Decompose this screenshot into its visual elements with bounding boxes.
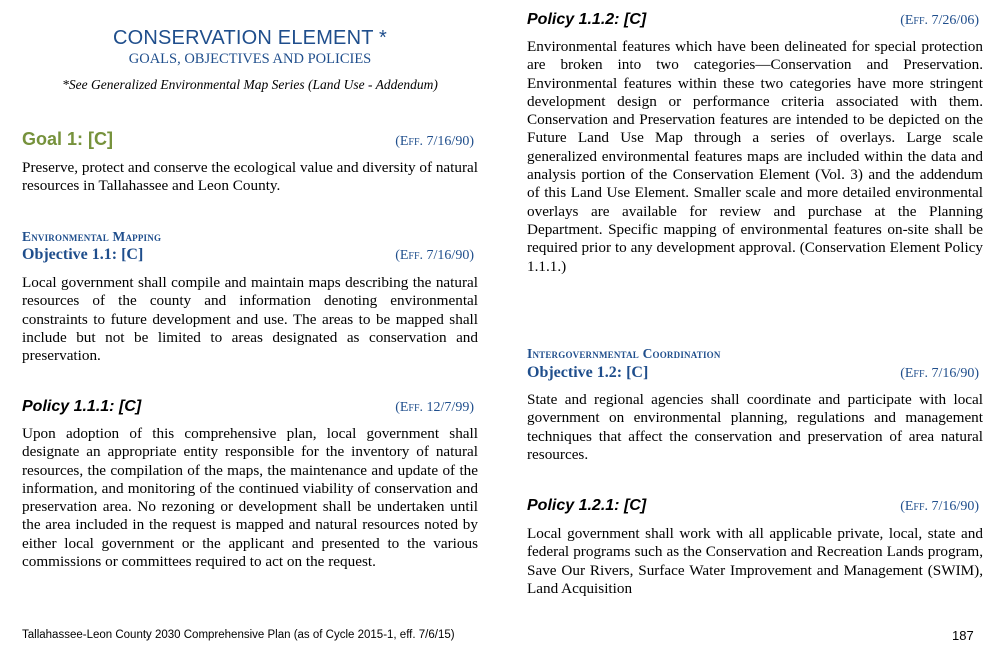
policy-label: Policy 1.1.2: [C] [527, 11, 647, 28]
effective-date: (Eff. 12/7/99) [395, 400, 474, 415]
policy-label: Policy 1.2.1: [C] [527, 497, 647, 514]
effective-date: (Eff. 7/16/90) [395, 248, 474, 263]
policy-1-1-2-heading [527, 11, 983, 29]
objective-label: Objective 1.1: [C] [22, 246, 144, 263]
section-heading-intergovernmental-coordination: Intergovernmental Coordination [527, 346, 721, 361]
document-title: CONSERVATION ELEMENT * [112, 27, 388, 49]
policy-1-1-1-heading [22, 398, 478, 416]
goal-1-text: Preserve, protect and conserve the ecological value and diversity of natural resources in Tallahassee and Leon County. [22, 159, 478, 195]
effective-date: (Eff. 7/16/90) [395, 134, 474, 149]
footer-plan-title: Tallahassee-Leon County 2030 Comprehensive Plan (as of Cycle 2015-1, eff. 7/6/15) [22, 629, 455, 641]
policy-1-1-2-text: Environmental features which have been delineated for special protection are broken into two categories—Conservation and Preservation. Environmental features within these two categories have more stringent development design or performance criteria associated with them. Conservation and Preservation features are intended to be depicted on the Future Land Use Map through a series of overlays. Large scale generalized environmental features maps are included within the data and analysis portion of the Conservation Element (Vol. 3) and the addendum of this Land Use Element. Smaller scale and more detailed environmental overlays are available for review and purchase at the Planning Department. Specific mapping of environmental features on-site shall be required prior to any development approval. (Conservation Element Policy 1.1.1.) [527, 38, 983, 275]
map-series-note: *See Generalized Environmental Map Series (Land Use - Addendum) [62, 77, 438, 92]
policy-1-2-1-text: Local government shall work with all applicable private, local, state and federal programs such as the Conservation and Recreation Lands program, Save Our Rivers, Surface Water Improvement and Management (SWIM), Land Acquisition [527, 525, 983, 597]
policy-label: Policy 1.1.1: [C] [22, 398, 142, 415]
objective-1-1-heading [22, 246, 478, 264]
objective-label: Objective 1.2: [C] [527, 364, 649, 381]
objective-1-2-text: State and regional agencies shall coordinate and participate with local government on environmental planning, regulations and management techniques that affect the conservation and preservation of area natural resources. [527, 391, 983, 463]
objective-1-2-heading [527, 364, 983, 382]
policy-1-1-1-text: Upon adoption of this comprehensive plan, local government shall designate an appropriate entity responsible for the inventory of natural resources, the compilation of the maps, the maintenance and update of the information, and monitoring of the continued viability of conservation and preservation area. No rezoning or development shall be undertaken until the area included in the request is mapped and natural resources noted by either local government or the applicant and presented to the various commissions or committees required to act on the request. [22, 425, 478, 571]
effective-date: (Eff. 7/26/06) [900, 13, 979, 28]
objective-1-1-text: Local government shall compile and maintain maps describing the natural resources of the county and information denoting environmental constraints to future development and use. The areas to be mapped shall include but not be limited to areas designated as conservation and preservation. [22, 274, 478, 365]
document-subtitle: GOALS, OBJECTIVES AND POLICIES [128, 51, 372, 67]
effective-date: (Eff. 7/16/90) [900, 366, 979, 381]
page-number: 187 [952, 628, 974, 643]
effective-date: (Eff. 7/16/90) [900, 499, 979, 514]
section-heading-environmental-mapping: Environmental Mapping [22, 229, 162, 244]
goal-label: Goal 1: [C] [22, 129, 114, 149]
goal-1-heading [22, 129, 478, 150]
policy-1-2-1-heading [527, 497, 983, 515]
